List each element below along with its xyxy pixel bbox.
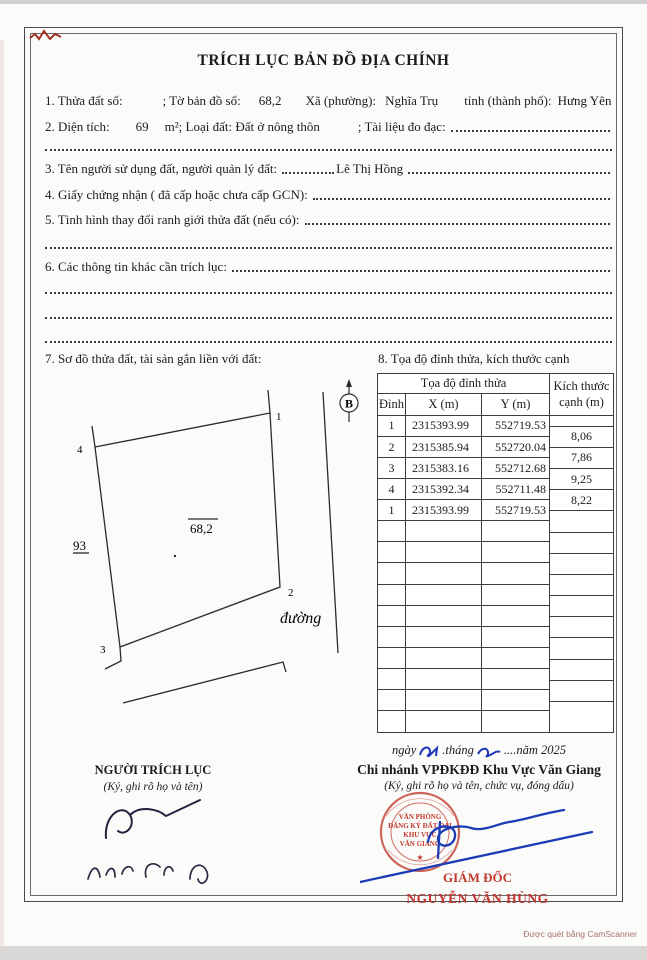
x-coordinate: 2315392.34	[406, 479, 482, 499]
edge-cell-empty	[550, 596, 613, 617]
coordinate-section-heading: 8. Tọa độ đỉnh thửa, kích thước cạnh	[378, 351, 570, 366]
parcel-no-label: 1. Thửa đất số:	[45, 93, 123, 108]
scan-edge-bottom	[0, 946, 647, 960]
table-row	[378, 458, 549, 479]
director-name: NGUYỄN VĂN HÙNG	[406, 891, 549, 906]
x-coordinate: 2315385.94	[406, 437, 482, 457]
table-row	[378, 437, 549, 458]
field-land-user	[45, 161, 612, 177]
coordinate-table	[377, 373, 614, 733]
road-lower-edge	[123, 662, 286, 703]
province-value: Hưng Yên	[557, 93, 612, 108]
edge-cell-empty	[550, 638, 613, 659]
extractor-signature-ink	[78, 793, 228, 848]
area-label: 2. Diện tích:	[45, 119, 110, 134]
edge-cell-empty	[550, 511, 613, 532]
certificate-label: 4. Giấy chứng nhận ( đã cấp hoặc chưa cấp GCN):	[45, 187, 308, 202]
col-header-x: X (m)	[406, 394, 482, 415]
land-type: m²; Loại đất: Đất ở nông thôn	[164, 119, 320, 134]
edge-cell-empty	[550, 681, 613, 702]
commune-label: Xã (phường):	[305, 93, 377, 108]
other-info-label: 6. Các thông tin khác cần trích lục:	[45, 259, 227, 274]
red-pen-mark	[28, 26, 64, 46]
y-coordinate: 552720.04	[495, 439, 546, 454]
table-row-empty	[378, 627, 549, 648]
north-arrow-icon	[340, 379, 358, 422]
road-label: đường	[280, 610, 322, 627]
svg-text:★: ★	[416, 853, 424, 862]
field-boundary-change	[45, 212, 612, 228]
stamp-and-signature-zone	[360, 786, 625, 906]
dotted-leader	[305, 219, 611, 225]
x-coordinate: 2315393.99	[406, 500, 482, 520]
dotted-leader	[451, 126, 610, 132]
province-label: tỉnh (thành phố):	[464, 93, 552, 108]
table-row-empty	[378, 711, 549, 732]
area-value: 69	[135, 119, 149, 134]
office-signature-block	[333, 743, 625, 792]
office-title: Chi nhánh VPĐKĐĐ Khu Vực Văn Giang	[357, 762, 601, 777]
date-month-label: .tháng	[442, 743, 474, 757]
official-red-stamp-icon	[381, 793, 459, 871]
adjacent-parcel-label: 93	[73, 538, 86, 553]
extractor-name-handwriting	[78, 853, 228, 891]
edge-cell-empty	[550, 575, 613, 596]
road-right-edge	[323, 392, 338, 653]
dotted-line	[45, 288, 612, 294]
dotted-line	[45, 243, 612, 249]
dotted-leader	[313, 194, 610, 200]
table-row	[378, 479, 549, 500]
date-line	[333, 743, 625, 759]
svg-text:ĐĂNG KÝ ĐẤT ĐAI: ĐĂNG KÝ ĐẤT ĐAI	[388, 822, 452, 830]
vertex-label-2: 2	[288, 587, 294, 599]
date-prefix: ngày	[391, 743, 417, 757]
field-certificate	[45, 187, 612, 203]
field-other-info	[45, 259, 612, 275]
scan-edge-left	[0, 40, 4, 946]
diagram-section-heading: 7. Sơ đồ thửa đất, tài sản gắn liền với đất:	[45, 351, 262, 366]
x-coordinate: 2315383.16	[406, 458, 482, 478]
parcel-boundary	[95, 413, 280, 647]
office-subtitle: (Ký, ghi rõ họ và tên, chức vụ, đóng dấu)	[384, 780, 574, 792]
extractor-subtitle: (Ký, ghi rõ họ và tên)	[103, 781, 203, 793]
svg-text:KHU VỰC: KHU VỰC	[403, 831, 437, 839]
table-row-empty	[378, 585, 549, 606]
dotted-leader	[282, 168, 334, 174]
vertex-label-3: 3	[100, 644, 106, 656]
y-coordinate: 552719.53	[495, 418, 546, 433]
commune-value: Nghĩa Trụ	[385, 93, 439, 108]
user-label: 3. Tên người sử dụng đất, người quản lý đất:	[45, 161, 278, 176]
north-label: B	[344, 396, 354, 411]
table-row-empty	[378, 648, 549, 669]
table-row-empty	[378, 669, 549, 690]
edge-cell-empty	[550, 660, 613, 681]
boundary-change-label: 5. Tình hình thay đổi ranh giới thửa đất (nếu có):	[45, 212, 300, 227]
field-parcel-number	[45, 93, 612, 109]
edge-cell-empty	[550, 416, 613, 427]
edge-length: 9,25	[550, 469, 613, 490]
vertex-id: 2	[378, 437, 406, 457]
svg-text:VĂN PHÒNG: VĂN PHÒNG	[398, 813, 442, 821]
edge-length: 7,86	[550, 448, 613, 469]
edge-length: 8,06	[550, 427, 613, 448]
vertex-id: 1	[378, 416, 406, 436]
director-title: GIÁM ĐỐC	[443, 870, 512, 885]
y-coordinate: 552712.68	[495, 460, 546, 475]
table-row	[378, 500, 549, 521]
date-suffix: ....năm 2025	[503, 743, 567, 757]
extractor-title: NGƯỜI TRÍCH LỤC	[94, 763, 212, 777]
dotted-line	[45, 313, 612, 319]
col-header-edge-length: Kích thước cạnh (m)	[550, 374, 613, 416]
field-area	[45, 119, 612, 135]
edge-cell-empty	[550, 554, 613, 575]
table-row-empty	[378, 606, 549, 627]
scan-edge-top	[0, 0, 647, 4]
x-coordinate: 2315393.99	[406, 416, 482, 436]
svg-text:VĂN GIANG: VĂN GIANG	[399, 840, 441, 848]
table-row	[378, 416, 549, 437]
y-coordinate: 552711.48	[495, 481, 546, 496]
table-row-empty	[378, 521, 549, 542]
extractor-signature-block	[58, 763, 248, 896]
dotted-leader	[408, 168, 610, 174]
handwritten-day	[417, 743, 441, 759]
parcel-area-label: 68,2	[190, 521, 213, 536]
page-title: TRÍCH LỤC BẢN ĐỒ ĐỊA CHÍNH	[197, 52, 450, 69]
vertex-label-1: 1	[276, 411, 282, 423]
vertex-id: 1	[378, 500, 406, 520]
table-group-header: Tọa độ đỉnh thửa	[378, 374, 549, 394]
map-sheet-value: 68,2	[258, 93, 282, 108]
parcel-diagram	[42, 378, 377, 730]
edge-cell-empty	[550, 702, 613, 732]
edge-cell-empty	[550, 617, 613, 638]
handwritten-month	[475, 743, 503, 759]
col-header-y: Y (m)	[500, 396, 531, 411]
edge-cell-empty	[550, 533, 613, 554]
dotted-line	[45, 337, 612, 343]
table-row-empty	[378, 542, 549, 563]
table-row-empty	[378, 690, 549, 711]
y-coordinate: 552719.53	[495, 502, 546, 517]
scanner-credit: Được quét bằng CamScanner	[523, 929, 637, 939]
col-header-vertex: Đỉnh	[378, 394, 406, 415]
dotted-line	[45, 145, 612, 151]
map-sheet-label: ; Tờ bản đồ số:	[162, 93, 241, 108]
user-value: Lê Thị Hồng	[336, 161, 404, 176]
vertex-id: 4	[378, 479, 406, 499]
vertex-id: 3	[378, 458, 406, 478]
dotted-leader	[232, 266, 610, 272]
survey-doc-label: ; Tài liệu đo đạc:	[357, 119, 446, 134]
table-row-empty	[378, 563, 549, 584]
edge-length: 8,22	[550, 490, 613, 511]
vertex-label-4: 4	[77, 444, 83, 456]
